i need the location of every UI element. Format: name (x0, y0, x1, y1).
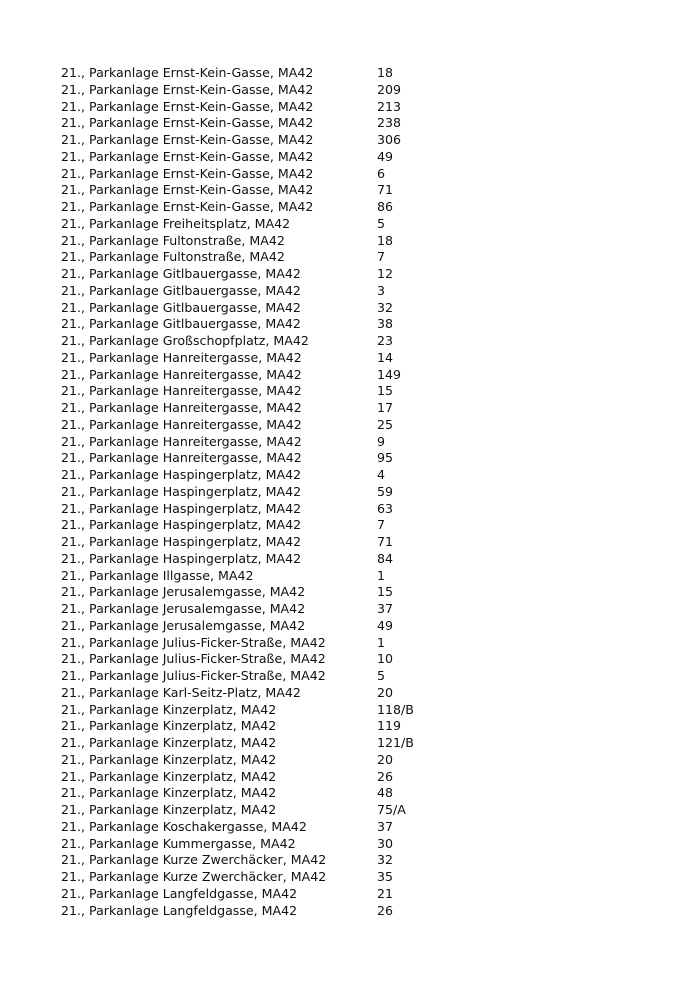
house-number: 4 (377, 467, 386, 482)
house-number: 209 (377, 81, 402, 97)
location-text: 21., Parkanlage Koschakergasse, MA42 (61, 818, 307, 834)
list-item (61, 350, 661, 367)
location-text: 21., Parkanlage Fultonstraße, MA42 (61, 232, 285, 248)
house-number: 238 (377, 115, 402, 131)
list-item (61, 132, 661, 149)
house-number: 18 (377, 65, 394, 80)
location-text: 21., Parkanlage Kinzerplatz, MA42 (61, 768, 277, 784)
location-text: 21., Parkanlage Kinzerplatz, MA42 (61, 802, 277, 817)
list-item (61, 501, 661, 518)
house-number: 38 (377, 316, 394, 332)
list-item (61, 333, 661, 350)
location-text: 21., Parkanlage Fultonstraße, MA42 (61, 249, 285, 265)
list-item (61, 886, 661, 903)
location-text: 21., Parkanlage Ernst-Kein-Gasse, MA42 (61, 165, 314, 181)
house-number: 5 (377, 668, 386, 683)
location-text: 21., Parkanlage Jerusalemgasse, MA42 (61, 617, 306, 633)
location-text: 21., Parkanlage Kinzerplatz, MA42 (61, 701, 277, 717)
location-text: 21., Parkanlage Ernst-Kein-Gasse, MA42 (61, 182, 314, 198)
house-number: 121/B (377, 735, 414, 750)
location-text: 21., Parkanlage Kurze Zwerchäcker, MA42 (61, 869, 327, 884)
location-text: 21., Parkanlage Kinzerplatz, MA42 (61, 718, 277, 734)
location-text: 21., Parkanlage Ernst-Kein-Gasse, MA42 (61, 115, 314, 131)
list-item (61, 99, 661, 116)
list-item (61, 216, 661, 233)
location-text: 21., Parkanlage Ernst-Kein-Gasse, MA42 (61, 98, 314, 114)
house-number: 23 (377, 333, 394, 348)
house-number: 6 (377, 165, 386, 181)
location-text: 21., Parkanlage Hanreitergasse, MA42 (61, 416, 302, 432)
house-number: 26 (377, 768, 394, 784)
house-number: 32 (377, 852, 394, 868)
location-text: 21., Parkanlage Ernst-Kein-Gasse, MA42 (61, 132, 314, 147)
list-item (61, 115, 661, 132)
house-number: 32 (377, 299, 394, 315)
location-text: 21., Parkanlage Hanreitergasse, MA42 (61, 450, 302, 466)
location-text: 21., Parkanlage Jerusalemgasse, MA42 (61, 584, 306, 600)
location-text: 21., Parkanlage Haspingerplatz, MA42 (61, 500, 302, 516)
list-item (61, 166, 661, 183)
list-item (61, 718, 661, 735)
house-number: 12 (377, 266, 394, 281)
list-item (61, 149, 661, 166)
location-text: 21., Parkanlage Haspingerplatz, MA42 (61, 467, 302, 482)
location-text: 21., Parkanlage Gitlbauergasse, MA42 (61, 266, 301, 281)
house-number: 14 (377, 349, 394, 365)
list-item (61, 903, 661, 920)
location-text: 21., Parkanlage Kinzerplatz, MA42 (61, 751, 277, 767)
location-text: 21., Parkanlage Ernst-Kein-Gasse, MA42 (61, 199, 314, 214)
list-item (61, 233, 661, 250)
list-item (61, 869, 661, 886)
house-number: 49 (377, 148, 394, 164)
list-item (61, 534, 661, 551)
list-item (61, 199, 661, 216)
list-item (61, 802, 661, 819)
list-item (61, 635, 661, 652)
location-text: 21., Parkanlage Julius-Ficker-Straße, MA42 (61, 668, 326, 683)
list-item (61, 249, 661, 266)
house-number: 18 (377, 232, 394, 248)
house-number: 75/A (377, 802, 406, 817)
house-number: 306 (377, 132, 402, 147)
house-number: 3 (377, 282, 386, 298)
list-item (61, 601, 661, 618)
house-number: 71 (377, 182, 394, 198)
location-text: 21., Parkanlage Gitlbauergasse, MA42 (61, 282, 301, 298)
house-number: 25 (377, 416, 394, 432)
house-number: 84 (377, 550, 394, 566)
list-item (61, 82, 661, 99)
location-text: 21., Parkanlage Karl-Seitz-Platz, MA42 (61, 684, 301, 700)
list-item (61, 785, 661, 802)
location-text: 21., Parkanlage Ernst-Kein-Gasse, MA42 (61, 65, 314, 80)
location-text: 21., Parkanlage Langfeldgasse, MA42 (61, 902, 298, 918)
list-item (61, 283, 661, 300)
location-text: 21., Parkanlage Ernst-Kein-Gasse, MA42 (61, 81, 314, 97)
location-text: 21., Parkanlage Gitlbauergasse, MA42 (61, 316, 301, 332)
list-item (61, 266, 661, 283)
location-text: 21., Parkanlage Kurze Zwerchäcker, MA42 (61, 852, 327, 868)
house-number: 95 (377, 450, 394, 466)
list-item (61, 618, 661, 635)
location-text: 21., Parkanlage Hanreitergasse, MA42 (61, 366, 302, 382)
list-item (61, 383, 661, 400)
house-number: 37 (377, 601, 394, 616)
house-number: 35 (377, 869, 394, 884)
list-item (61, 769, 661, 786)
list-item (61, 316, 661, 333)
location-text: 21., Parkanlage Kinzerplatz, MA42 (61, 735, 277, 750)
list-item (61, 584, 661, 601)
location-text: 21., Parkanlage Haspingerplatz, MA42 (61, 534, 302, 549)
list-item (61, 836, 661, 853)
house-number: 1 (377, 567, 386, 583)
house-number: 59 (377, 483, 394, 499)
list-item (61, 702, 661, 719)
house-number: 63 (377, 500, 394, 516)
list-item (61, 819, 661, 836)
list-item (61, 484, 661, 501)
list-item (61, 65, 661, 82)
list-item (61, 367, 661, 384)
list-item (61, 517, 661, 534)
house-number: 37 (377, 818, 394, 834)
list-item (61, 685, 661, 702)
list-item (61, 467, 661, 484)
list-item (61, 551, 661, 568)
location-text: 21., Parkanlage Hanreitergasse, MA42 (61, 383, 302, 399)
house-number: 26 (377, 902, 394, 918)
list-item (61, 668, 661, 685)
location-text: 21., Parkanlage Julius-Ficker-Straße, MA42 (61, 651, 326, 667)
location-list (61, 65, 661, 919)
list-item (61, 417, 661, 434)
house-number: 20 (377, 684, 394, 700)
house-number: 49 (377, 617, 394, 633)
location-text: 21., Parkanlage Hanreitergasse, MA42 (61, 400, 302, 415)
location-text: 21., Parkanlage Hanreitergasse, MA42 (61, 349, 302, 365)
house-number: 7 (377, 249, 386, 265)
list-item (61, 568, 661, 585)
list-item (61, 852, 661, 869)
list-item (61, 182, 661, 199)
house-number: 9 (377, 433, 386, 449)
list-item (61, 450, 661, 467)
list-item (61, 651, 661, 668)
house-number: 15 (377, 383, 394, 399)
location-text: 21., Parkanlage Freiheitsplatz, MA42 (61, 215, 291, 231)
house-number: 119 (377, 718, 402, 734)
location-text: 21., Parkanlage Haspingerplatz, MA42 (61, 550, 302, 566)
house-number: 20 (377, 751, 394, 767)
house-number: 30 (377, 835, 394, 851)
location-text: 21., Parkanlage Großschopfplatz, MA42 (61, 333, 309, 348)
list-item (61, 400, 661, 417)
location-text: 21., Parkanlage Illgasse, MA42 (61, 567, 254, 583)
house-number: 10 (377, 651, 394, 667)
list-item (61, 735, 661, 752)
location-text: 21., Parkanlage Hanreitergasse, MA42 (61, 433, 302, 449)
location-text: 21., Parkanlage Jerusalemgasse, MA42 (61, 601, 306, 616)
location-text: 21., Parkanlage Haspingerplatz, MA42 (61, 483, 302, 499)
house-number: 149 (377, 366, 402, 382)
list-item (61, 434, 661, 451)
location-text: 21., Parkanlage Gitlbauergasse, MA42 (61, 299, 301, 315)
house-number: 48 (377, 785, 394, 801)
house-number: 1 (377, 634, 386, 650)
location-text: 21., Parkanlage Langfeldgasse, MA42 (61, 885, 298, 901)
house-number: 118/B (377, 701, 414, 717)
house-number: 86 (377, 199, 394, 214)
location-text: 21., Parkanlage Julius-Ficker-Straße, MA42 (61, 634, 326, 650)
list-item (61, 300, 661, 317)
list-item (61, 752, 661, 769)
location-text: 21., Parkanlage Kummergasse, MA42 (61, 835, 296, 851)
house-number: 213 (377, 98, 402, 114)
house-number: 5 (377, 215, 386, 231)
location-text: 21., Parkanlage Haspingerplatz, MA42 (61, 517, 302, 533)
location-text: 21., Parkanlage Kinzerplatz, MA42 (61, 785, 277, 801)
house-number: 71 (377, 534, 394, 549)
house-number: 15 (377, 584, 394, 600)
house-number: 21 (377, 885, 394, 901)
house-number: 17 (377, 400, 394, 415)
house-number: 7 (377, 517, 386, 533)
location-text: 21., Parkanlage Ernst-Kein-Gasse, MA42 (61, 148, 314, 164)
